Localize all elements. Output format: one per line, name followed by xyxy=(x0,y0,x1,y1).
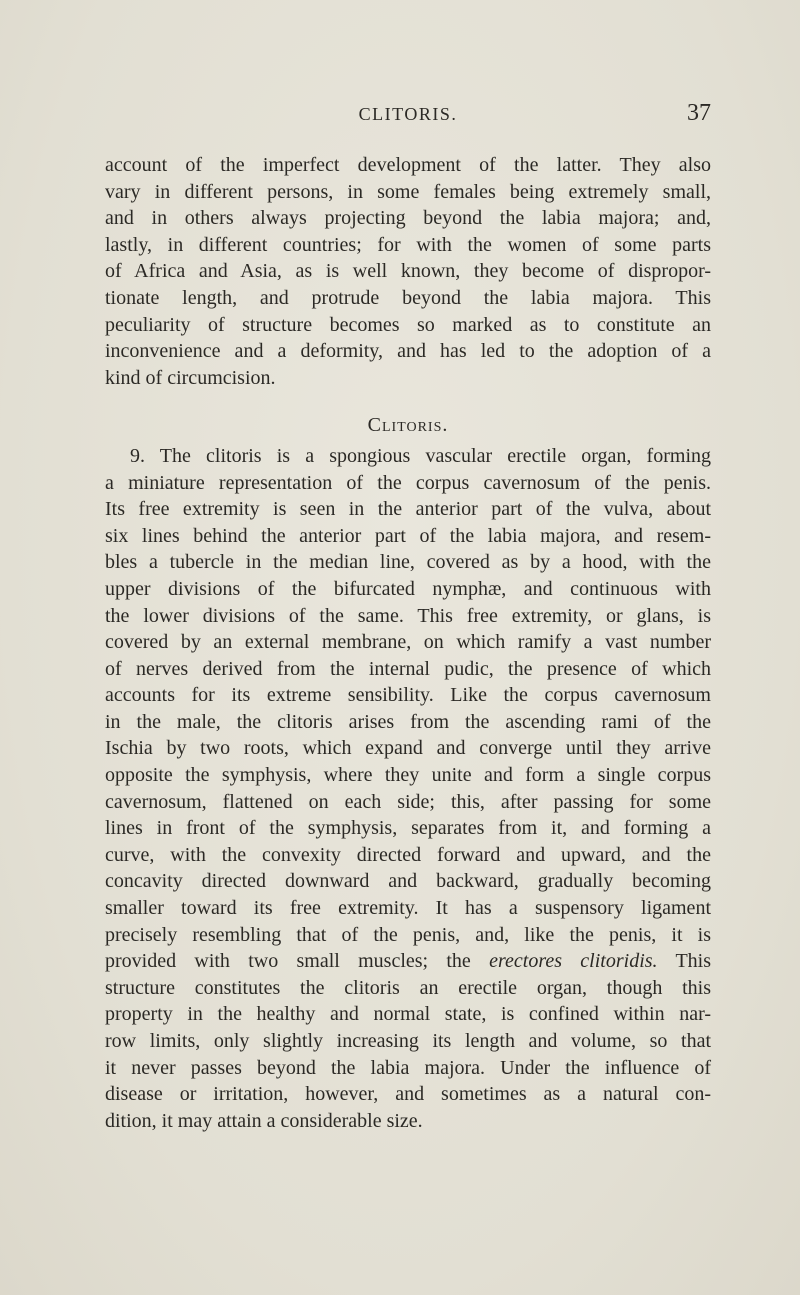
text-line: peculiarity of structure becomes so marked as to constitute an xyxy=(105,313,711,336)
text-line: disease or irritation, however, and sometimes as a natural con- xyxy=(105,1083,711,1106)
text-line: bles a tubercle in the median line, covered as by a hood, with the xyxy=(105,551,711,574)
text-line: opposite the symphysis, where they unite and form a single corpus xyxy=(105,764,711,787)
running-head xyxy=(105,100,711,130)
text-line: vary in different persons, in some females being extremely small, xyxy=(105,180,711,203)
text-line: tionate length, and protrude beyond the labia majora. This xyxy=(105,286,711,309)
text-run: provided with two small muscles; the xyxy=(105,950,490,973)
text-line: property in the healthy and normal state, is confined within nar- xyxy=(105,1003,711,1026)
text-line: the lower divisions of the same. This free extremity, or glans, is xyxy=(105,604,711,627)
text-line: smaller toward its free extremity. It has a suspensory ligament xyxy=(105,897,711,920)
text-line: covered by an external membrane, on which ramify a vast number xyxy=(105,631,711,654)
text-line: and in others always projecting beyond the labia majora; and, xyxy=(105,207,711,230)
paragraph-1 xyxy=(105,152,711,391)
text-line: structure constitutes the clitoris an erectile organ, though this xyxy=(105,976,711,999)
text-line: of Africa and Asia, as is well known, they become of dispropor- xyxy=(105,260,711,283)
text-line: in the male, the clitoris arises from the ascending rami of the xyxy=(105,710,711,733)
paragraph-2-end xyxy=(105,975,711,1135)
text-line: lastly, in different countries; for with the women of some parts xyxy=(105,233,711,256)
text-line: a miniature representation of the corpus cavernosum of the penis. xyxy=(105,471,711,494)
text-line: curve, with the convexity directed forward and upward, and the xyxy=(105,843,711,866)
page-body xyxy=(105,152,711,1134)
text-line: inconvenience and a deformity, and has led to the adoption of a xyxy=(105,340,711,363)
text-line: kind of circumcision. xyxy=(105,366,276,389)
text-line: it never passes beyond the labia majora. Under the influence of xyxy=(105,1056,711,1079)
text-line: accounts for its extreme sensibility. Like the corpus cavernosum xyxy=(105,684,711,707)
text-line: lines in front of the symphysis, separates from it, and forming a xyxy=(105,817,711,840)
text-line: row limits, only slightly increasing its length and volume, so that xyxy=(105,1030,711,1052)
text-run: This xyxy=(657,950,712,973)
text-line xyxy=(105,948,711,975)
section-heading: Clitoris. xyxy=(367,414,449,437)
text-line: six lines behind the anterior part of the labia majora, and resem- xyxy=(105,524,711,547)
text-line: cavernosum, flattened on each side; this, after passing for some xyxy=(105,790,711,813)
text-line: 9. The clitoris is a spongious vascular erectile organ, forming xyxy=(130,444,711,467)
text-line: Ischia by two roots, which expand and converge until they arrive xyxy=(105,737,711,760)
text-line: account of the imperfect development of the latter. They also xyxy=(105,154,711,176)
paragraph-2 xyxy=(105,443,711,948)
text-line: of nerves derived from the internal pudic, the presence of which xyxy=(105,657,711,680)
text-line: dition, it may attain a considerable size. xyxy=(105,1109,423,1132)
text-line: precisely resembling that of the penis, and, like the penis, it is xyxy=(105,923,711,946)
page-number: 37 xyxy=(687,100,711,126)
text-line: upper divisions of the bifurcated nymphæ, and continuous with xyxy=(105,577,711,600)
italic-term: erectores clitoridis. xyxy=(489,950,658,973)
text-line: concavity directed downward and backward, gradually becoming xyxy=(105,870,711,893)
text-line: Its free extremity is seen in the anterior part of the vulva, about xyxy=(105,498,711,521)
running-head-title: CLITORIS. xyxy=(358,104,458,124)
